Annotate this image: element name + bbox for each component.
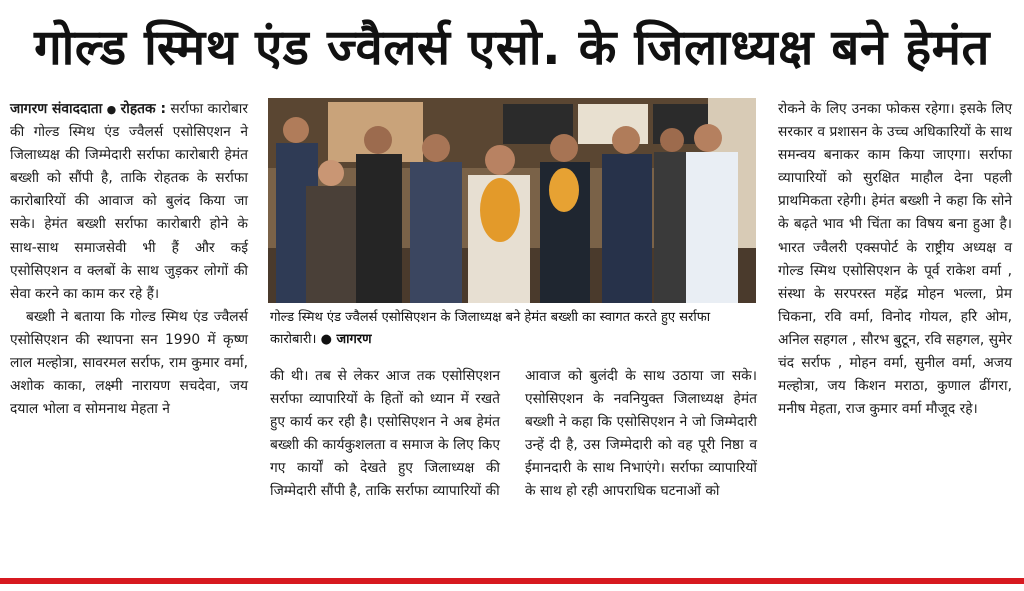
photo-caption-text: गोल्ड स्मिथ एंड ज्वैलर्स एसोसिएशन के जिलाध्यक्ष बने हेमंत बख्शी का स्वागत करते हुए सर्राफा कारोबारी। <box>270 310 711 347</box>
article-column-4 <box>778 98 1012 421</box>
article-lead-paragraph: सर्राफा कारोबार की गोल्ड स्मिथ एंड ज्वैलर्स एसोसिएशन ने जिलाध्यक्ष की जिम्मेदारी सर्राफा कारोबारी हेमंत बख्शी को सौंपी है, ताकि रोहतक के सर्राफा कारोबारियों की आवाज को बुलंद किया जा सके। हेमंत बख्शी सर्राफा कारोबारी होने के साथ-साथ समाजसेवी भी हैं और कई एसोसिएशन व क्लबों के साथ जुड़कर लोगों की सेवा करने का काम कर रहे हैं। <box>10 101 248 302</box>
article-column-2-text: की थी। तब से लेकर आज तक एसोसिएशन सर्राफा व्यापारियों के हितों को ध्यान में रखते हुए कार्य कर रही है। एसोसिएशन ने अब हेमंत बख्शी की कार्यकुशलता व समाज के लिए किए गए कार्यों को देखते हुए जिलाध्यक्ष की जिम्मेदारी सौंपी है, ताकि सर्राफा व्यापारियों की <box>270 368 500 500</box>
news-photo <box>268 98 756 303</box>
dateline-reporter: जागरण संवाददाता <box>10 101 103 117</box>
article-column-4-text: रोकने के लिए उनका फोकस रहेगा। इसके लिए सरकार व प्रशासन के उच्च अधिकारियों के साथ समन्वय बनाकर काम किया जाएगा। सर्राफा व्यापारियों को सुरक्षित माहौल देना पहली प्राथमिकता रहेगी। हेमंत बख्शी ने कहा कि सोने के बढ़ते भाव भी चिंता का विषय बना हुआ है। भारत ज्वैलरी एक्सपोर्ट के राष्ट्रीय अध्यक्ष व गोल्ड स्मिथ एसोसिएशन के पूर्व राकेश वर्मा , संस्था के सरपरस्त महेंद्र मोहन भल्ला, प्रेम चिकना, रवि वर्मा, विनोद गोयल, हरि ओम, अनिल सहगल , सौरभ बुटून, रवि सहगल, सुमेर चंद सर्राफ , मोहन वर्मा, सुनील वर्मा, अजय मल्होत्रा, जय किशन मराठा, कुणाल ढींगरा, मनीष मेहता, राज कुमार वर्मा मौजूद रहे। <box>778 101 1012 418</box>
article-column-3 <box>525 365 757 504</box>
article-paragraph-2: बख्शी ने बताया कि गोल्ड स्मिथ एंड ज्वैलर्स एसोसिएशन की स्थापना सन 1990 में कृष्ण लाल मल्होत्रा, सावरमल सर्राफ, राम कुमार वर्मा, अशोक काका, लक्ष्मी नारायण सचदेवा, जय दयाल भोला व सोमनाथ मेहता ने <box>10 308 248 418</box>
group-photo-illustration <box>268 98 756 303</box>
article-column-3-text: आवाज को बुलंदी के साथ उठाया जा सके। एसोसिएशन के नवनियुक्त जिलाध्यक्ष हेमंत बख्शी ने कहा कि एसोसिएशन ने जो जिम्मेदारी उन्हें दी है, उस जिम्मेदारी को वह पूरी निष्ठा व ईमानदारी के साथ निभाएंगे। सर्राफा व्यापारियों के साथ हो रही आपराधिक घटनाओं को <box>525 368 757 500</box>
article-column-1 <box>10 98 248 421</box>
article-column-2 <box>270 365 500 504</box>
dateline-city: रोहतक : <box>120 101 166 117</box>
photo-caption <box>270 307 758 351</box>
headline: गोल्ड स्मिथ एंड ज्वैलर्स एसो. के जिलाध्यक्ष बने हेमंत <box>34 19 990 76</box>
dateline-separator: ● <box>106 103 117 116</box>
bottom-red-rule <box>0 578 1024 584</box>
photo-credit: ● जागरण <box>320 332 372 347</box>
